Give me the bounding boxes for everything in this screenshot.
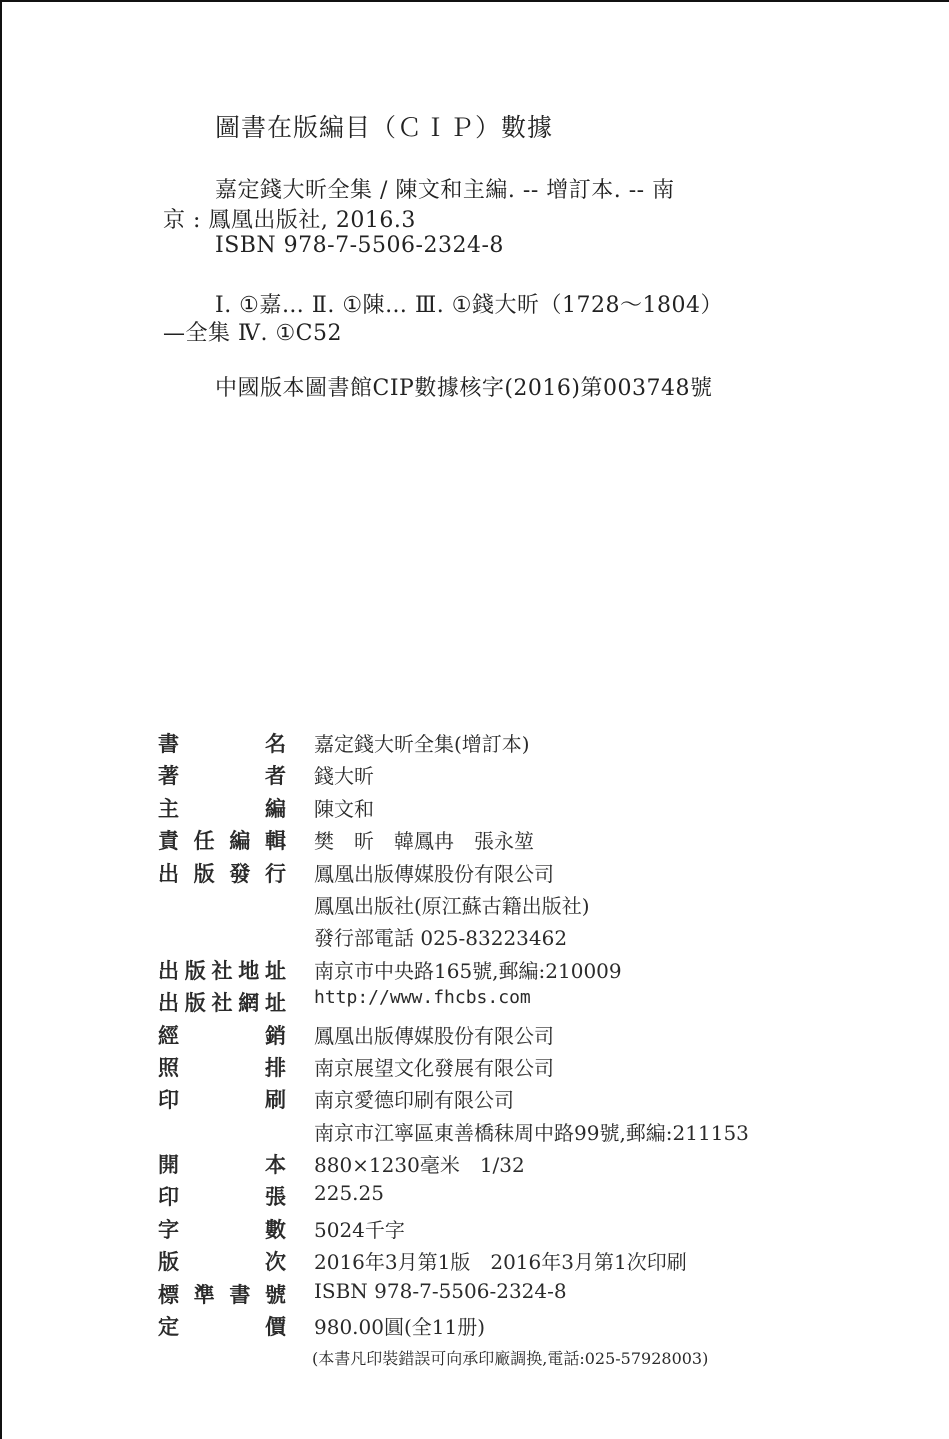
info-label-char: 字	[158, 1217, 179, 1242]
cip-record-line: 嘉定錢大昕全集 / 陳文和主編. -- 增訂本. -- 南	[215, 178, 675, 203]
info-label-char: 數	[265, 1217, 286, 1242]
info-label-char: 主	[158, 796, 179, 821]
info-label-char: 開	[158, 1153, 179, 1178]
info-row	[158, 858, 838, 890]
info-label-char: 編	[265, 796, 286, 821]
info-value: 南京市中央路165號,郵編:210009	[314, 958, 622, 983]
info-label-char: 者	[265, 764, 286, 789]
info-row	[158, 1020, 838, 1052]
info-label-char: 印	[158, 1088, 179, 1113]
info-row	[158, 825, 838, 857]
info-label-char: 版	[184, 991, 206, 1016]
info-row	[158, 1246, 838, 1278]
info-label-char: 輯	[264, 829, 286, 854]
info-label	[158, 1311, 286, 1341]
info-label-char: 書	[158, 732, 179, 756]
info-value: 880×1230毫米 1/32	[314, 1153, 525, 1178]
info-label-char: 版	[184, 958, 206, 983]
info-label-char: 次	[265, 1250, 286, 1275]
info-value: ISBN 978-7-5506-2324-8	[314, 1278, 567, 1303]
cip-classification-line: —全集 Ⅳ. ①C52	[163, 321, 343, 346]
info-label-char: 號	[264, 1282, 286, 1307]
info-label-char: 出	[158, 991, 179, 1016]
info-label	[158, 1279, 286, 1309]
info-label	[158, 1246, 286, 1276]
info-row	[158, 1084, 838, 1116]
info-label-char: 照	[158, 1055, 179, 1080]
info-row	[158, 987, 838, 1019]
info-label-char: 定	[158, 1315, 179, 1340]
info-row	[158, 760, 838, 792]
info-value: 980.00圓(全11册)	[314, 1315, 486, 1340]
info-row	[158, 890, 838, 922]
info-label-char: 版	[193, 861, 215, 886]
info-label-char: 行	[264, 861, 286, 886]
info-label	[158, 1149, 286, 1179]
info-label-char: 出	[158, 861, 179, 886]
info-label	[158, 1084, 286, 1114]
info-label	[158, 1020, 286, 1050]
info-label-char: 址	[265, 991, 286, 1016]
info-label	[158, 825, 286, 855]
info-label-char: 著	[158, 764, 179, 789]
info-value: 南京展望文化發展有限公司	[314, 1055, 554, 1080]
info-label-char: 責	[158, 829, 179, 854]
info-row	[158, 1149, 838, 1181]
info-label-char: 排	[265, 1055, 286, 1080]
info-row	[158, 1279, 838, 1311]
info-label-char: 經	[158, 1023, 179, 1048]
info-row	[158, 922, 838, 954]
cip-isbn-line: ISBN 978-7-5506-2324-8	[215, 233, 504, 258]
publication-info-table	[158, 728, 838, 1343]
info-label-char: 出	[158, 958, 179, 983]
info-value: 發行部電話 025-83223462	[314, 926, 568, 951]
info-label-char: 張	[265, 1185, 286, 1210]
info-label-char: 名	[265, 732, 286, 756]
info-label-char: 價	[265, 1315, 286, 1340]
info-label-char: 編	[229, 829, 251, 854]
publisher-website: http://www.fhcbs.com	[314, 987, 531, 1009]
info-label-char: 書	[229, 1282, 251, 1307]
info-label	[158, 858, 286, 888]
info-value: 225.25	[314, 1181, 384, 1206]
info-row	[158, 1052, 838, 1084]
info-row	[158, 1181, 838, 1213]
info-value: 5024千字	[314, 1217, 405, 1242]
info-label-char: 本	[265, 1153, 286, 1178]
info-value: 鳳凰出版傳媒股份有限公司	[314, 861, 554, 886]
info-label	[158, 1052, 286, 1082]
info-label	[158, 728, 286, 758]
info-value: 2016年3月第1版 2016年3月第1次印刷	[314, 1250, 687, 1275]
cip-verification-number: 中國版本圖書館CIP數據核字(2016)第003748號	[215, 376, 713, 401]
info-label-char: 版	[158, 1250, 179, 1275]
info-row	[158, 955, 838, 987]
info-label-char: 標	[158, 1282, 179, 1307]
replacement-notice: (本書凡印裝錯誤可向承印廠調换,電話:025-57928003)	[312, 1349, 709, 1368]
cip-classification-line: Ⅰ. ①嘉… Ⅱ. ①陳… Ⅲ. ①錢大昕（1728～1804）	[215, 293, 723, 318]
info-row	[158, 1214, 838, 1246]
info-label-char: 印	[158, 1185, 179, 1210]
info-value: 鳳凰出版傳媒股份有限公司	[314, 1023, 554, 1048]
info-label	[158, 987, 286, 1017]
info-label	[158, 1214, 286, 1244]
info-label-char: 銷	[265, 1023, 286, 1048]
info-label-char: 任	[193, 829, 215, 854]
info-row	[158, 728, 838, 760]
info-label-char: 址	[265, 958, 286, 983]
info-value: 樊 昕 韓鳳冉 張永堃	[314, 829, 534, 854]
info-row	[158, 793, 838, 825]
info-value: 南京愛德印刷有限公司	[314, 1088, 514, 1113]
info-value: 鳳凰出版社(原江蘇古籍出版社)	[314, 893, 590, 918]
cip-record-line: 京 : 鳳凰出版社, 2016.3	[163, 208, 416, 233]
info-value: 南京市江寧區東善橋秣周中路99號,郵編:211153	[314, 1120, 749, 1145]
info-label	[158, 760, 286, 790]
info-label	[158, 793, 286, 823]
info-label-char: 地	[238, 958, 260, 983]
info-value: 嘉定錢大昕全集(增訂本)	[314, 732, 530, 756]
info-value: 陳文和	[314, 796, 374, 821]
info-label-char: 刷	[265, 1088, 286, 1113]
info-row	[158, 1117, 838, 1149]
info-label-char: 網	[238, 991, 260, 1016]
info-label-char: 社	[211, 958, 233, 983]
info-label-char: 社	[211, 991, 233, 1016]
info-label-char: 準	[193, 1282, 215, 1307]
info-value: 錢大昕	[314, 764, 374, 789]
info-label	[158, 1181, 286, 1211]
info-label	[158, 955, 286, 985]
info-row	[158, 1311, 838, 1343]
info-label-char: 發	[229, 861, 251, 886]
cip-title: 圖書在版編目（ＣＩＰ）數據	[215, 113, 554, 142]
